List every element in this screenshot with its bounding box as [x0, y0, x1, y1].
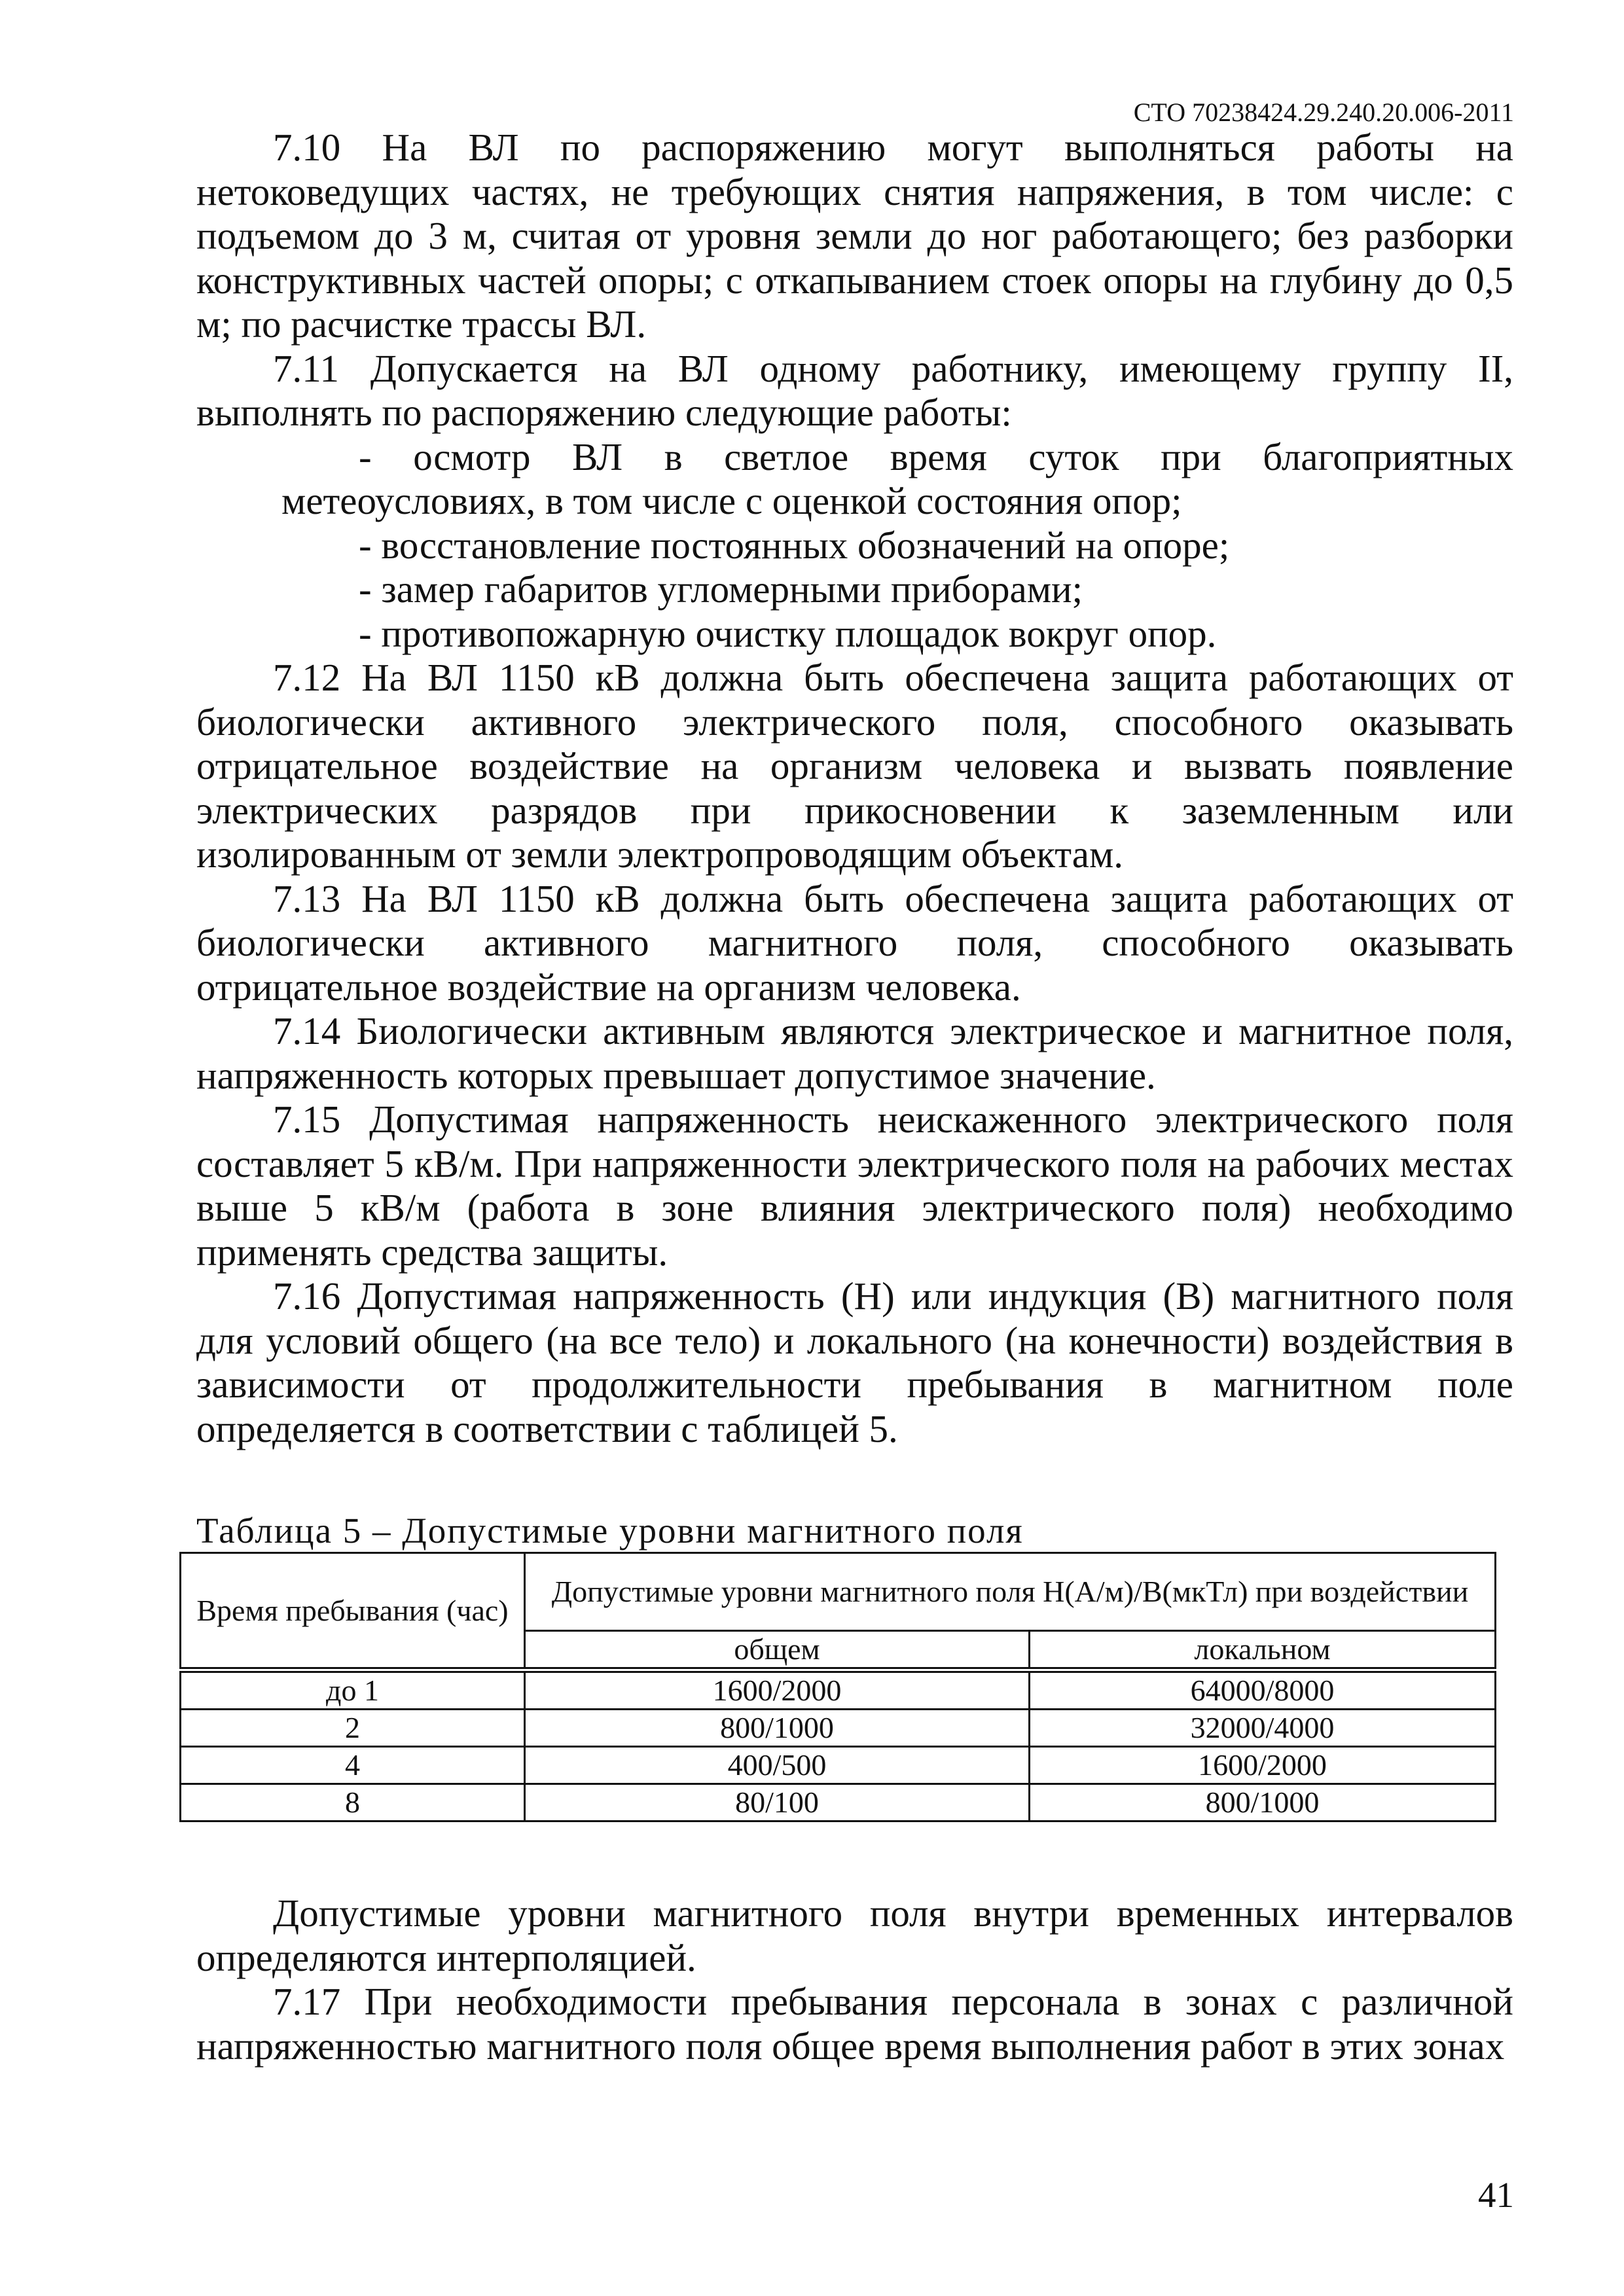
- table-caption: Таблица 5 – Допустимые уровни магнитного поля: [196, 1511, 1024, 1551]
- paragraph-7-13: 7.13 На ВЛ 1150 кВ должна быть обеспечена защита работающих от биологически активного магнитного поля, способного оказывать отрицательное воздействие на организм человека.: [196, 876, 1513, 1009]
- paragraph-7-10: 7.10 На ВЛ по распоряжению могут выполняться работы на нетоковедущих частях, не требующих снятия напряжения, в том числе: с подъемом до 3 м, считая от уровня земли до ног работающего; без разборки конструктивных частей опоры; с откапыванием стоек опоры на глубину до 0,5 м; по расчистке трассы ВЛ.: [196, 126, 1513, 346]
- header-time: Время пребывания (час): [181, 1553, 525, 1670]
- header-levels: Допустимые уровни магнитного поля Н(А/м)/В(мкТл) при воздействии: [525, 1553, 1496, 1631]
- header-general: общем: [525, 1631, 1030, 1670]
- cell-general: 800/1000: [525, 1710, 1030, 1747]
- list-item: - замер габаритов угломерными приборами;: [359, 567, 1083, 611]
- cell-time: 4: [181, 1747, 525, 1784]
- cell-local: 64000/8000: [1030, 1670, 1496, 1710]
- page-content: [196, 126, 1513, 2068]
- table-header-row: [181, 1553, 1496, 1631]
- work-list: [196, 435, 1513, 656]
- cell-local: 32000/4000: [1030, 1710, 1496, 1747]
- paragraph-7-11: 7.11 Допускается на ВЛ одному работнику, имеющему группу II, выполнять по распоряжению следующие работы:: [196, 346, 1513, 434]
- table-row: [181, 1670, 1496, 1710]
- list-item: - противопожарную очистку площадок вокруг опор.: [359, 611, 1217, 655]
- table-row: [181, 1784, 1496, 1821]
- cell-general: 400/500: [525, 1747, 1030, 1784]
- cell-time: до 1: [181, 1670, 525, 1710]
- paragraph-7-15: 7.15 Допустимая напряженность неискаженного электрического поля составляет 5 кВ/м. При напряженности электрического поля на рабочих местах выше 5 кВ/м (работа в зоне влияния электрического поля) необходимо применять средства защиты.: [196, 1098, 1513, 1274]
- page-number: 41: [1478, 2175, 1514, 2215]
- paragraph-7-16: 7.16 Допустимая напряженность (Н) или индукция (В) магнитного поля для условий общего (на все тело) и локального (на конечности) воздействия в зависимости от продолжительности пребывания в магнитном поле определяется в соответствии с таблицей 5.: [196, 1274, 1513, 1450]
- cell-local: 800/1000: [1030, 1784, 1496, 1821]
- magnetic-field-table: [179, 1552, 1496, 1822]
- paragraph-7-14: 7.14 Биологически активным являются электрическое и магнитное поля, напряженность которых превышает допустимое значение.: [196, 1009, 1513, 1097]
- header-local: локальном: [1030, 1631, 1496, 1670]
- cell-local: 1600/2000: [1030, 1747, 1496, 1784]
- paragraph-interpolation: Допустимые уровни магнитного поля внутри временных интервалов определяются интерполяцией.: [196, 1892, 1513, 1979]
- cell-time: 8: [181, 1784, 525, 1821]
- cell-general: 1600/2000: [525, 1670, 1030, 1710]
- cell-time: 2: [181, 1710, 525, 1747]
- table-row: [181, 1710, 1496, 1747]
- table-row: [181, 1747, 1496, 1784]
- document-code: СТО 70238424.29.240.20.006-2011: [1133, 98, 1514, 127]
- paragraph-7-17: 7.17 При необходимости пребывания персонала в зонах с различной напряженностью магнитного поля общее время выполнения работ в этих зонах: [196, 1980, 1513, 2068]
- list-item: - восстановление постоянных обозначений на опоре;: [359, 523, 1230, 567]
- paragraph-7-12: 7.12 На ВЛ 1150 кВ должна быть обеспечена защита работающих от биологически активного электрического поля, способного оказывать отрицательное воздействие на организм человека и вызвать появление электрических разрядов при прикосновении к заземленным или изолированным от земли электропроводящим объектам.: [196, 656, 1513, 876]
- cell-general: 80/100: [525, 1784, 1030, 1821]
- list-item: - осмотр ВЛ в светлое время суток при благоприятных метеоусловиях, в том числе с оценкой состояния опор;: [281, 435, 1513, 522]
